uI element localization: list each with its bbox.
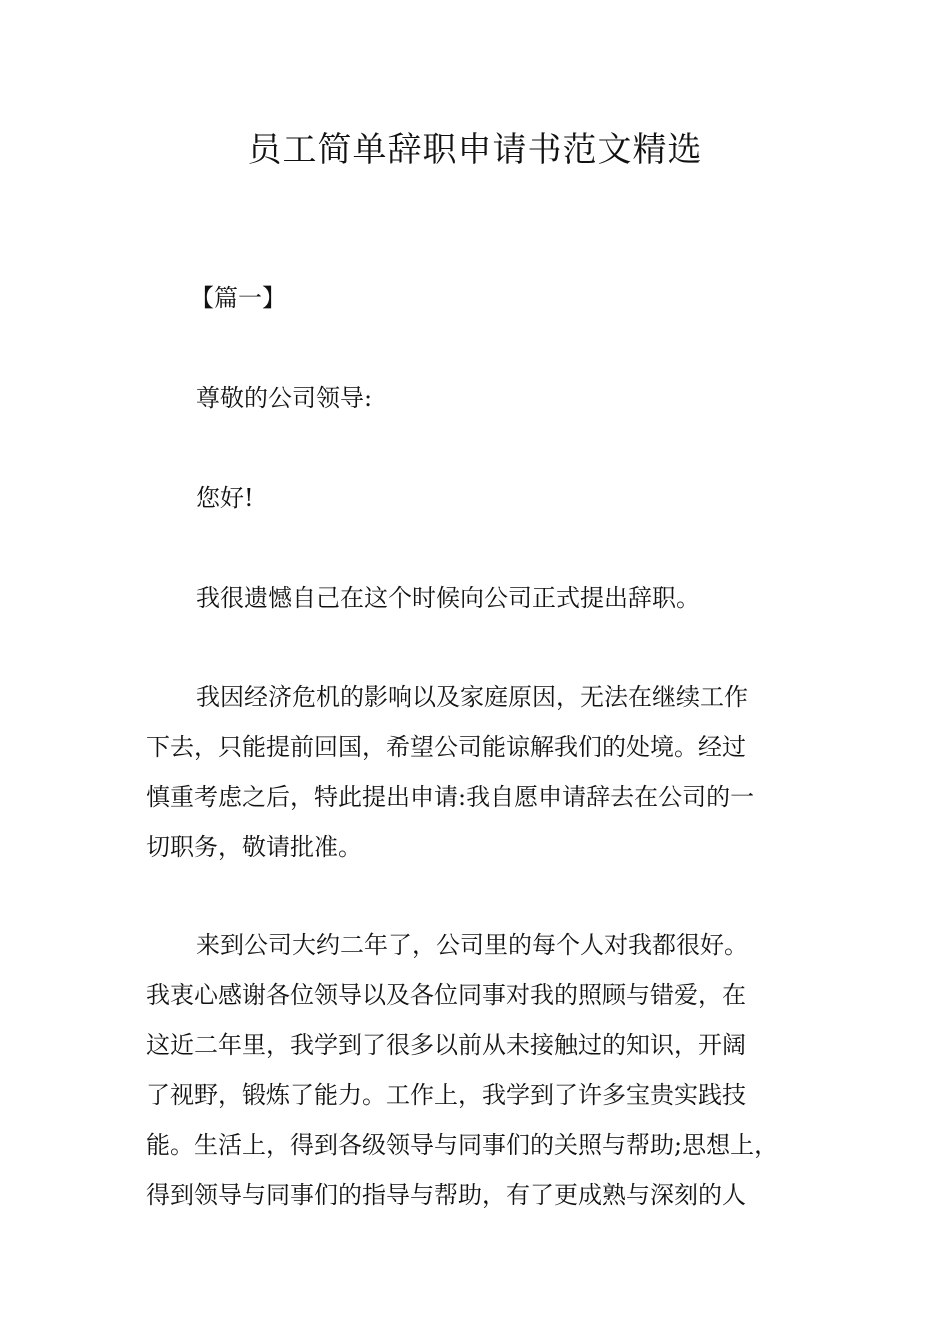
- paragraph-1-line-1: 我很遗憾自己在这个时候向公司正式提出辞职。: [196, 584, 700, 612]
- paragraph-3-line-6: 得到领导与同事们的指导与帮助，有了更成熟与深刻的人: [146, 1181, 746, 1209]
- paragraph-2-line-1: 我因经济危机的影响以及家庭原因，无法在继续工作: [196, 683, 748, 711]
- paragraph-3-line-4: 了视野，锻炼了能力。工作上，我学到了许多宝贵实践技: [146, 1081, 746, 1109]
- paragraph-3-line-3: 这近二年里，我学到了很多以前从未接触过的知识，开阔: [146, 1031, 746, 1059]
- paragraph-2-line-3: 慎重考虑之后，特此提出申请:我自愿申请辞去在公司的一: [146, 783, 755, 811]
- paragraph-3-line-1: 来到公司大约二年了，公司里的每个人对我都很好。: [196, 931, 748, 959]
- greeting: 您好!: [196, 484, 254, 512]
- paragraph-3-line-2: 我衷心感谢各位领导以及各位同事对我的照顾与错爱，在: [146, 981, 746, 1009]
- salutation: 尊敬的公司领导:: [196, 384, 373, 412]
- paragraph-3-line-5: 能。生活上，得到各级领导与同事们的关照与帮助;思想上，: [146, 1131, 779, 1159]
- paragraph-2-line-4: 切职务，敬请批准。: [146, 833, 362, 861]
- document-title: 员工简单辞职申请书范文精选: [247, 130, 703, 170]
- section-label: 【篇一】: [190, 284, 286, 312]
- paragraph-2-line-2: 下去，只能提前回国，希望公司能谅解我们的处境。经过: [146, 733, 746, 761]
